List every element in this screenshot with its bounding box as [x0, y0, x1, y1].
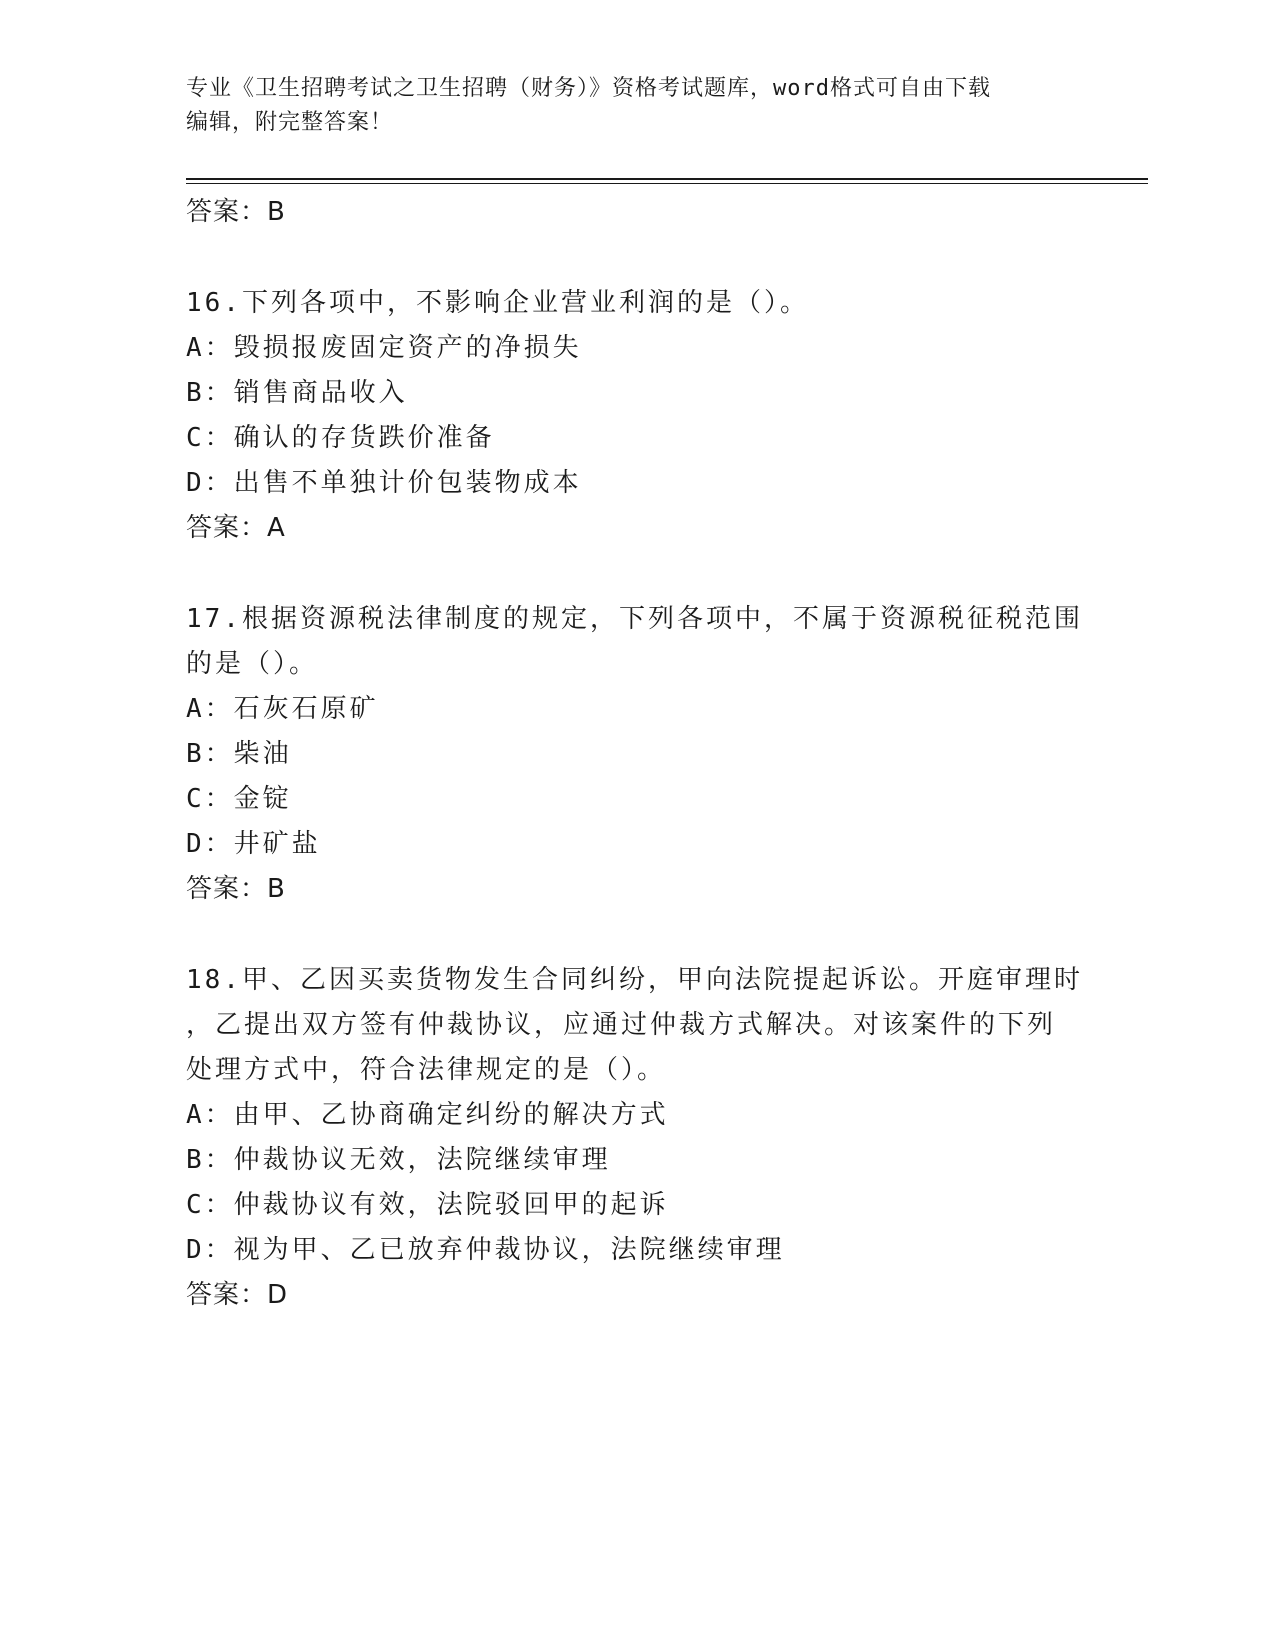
option-b: B：仲裁协议无效，法院继续审理	[186, 1145, 611, 1175]
option-b: B：销售商品收入	[186, 378, 408, 408]
previous-answer: 答案：B	[186, 197, 286, 227]
header-divider	[186, 178, 1148, 180]
header-line-2: 编辑，附完整答案！	[186, 110, 394, 135]
option-c: C：确认的存货跌价准备	[186, 423, 495, 453]
question-stem: 18.甲、乙因买卖货物发生合同纠纷，甲向法院提起诉讼。开庭审理时	[186, 965, 1083, 995]
option-a: A：由甲、乙协商确定纠纷的解决方式	[186, 1100, 669, 1130]
option-d: D：井矿盐	[186, 829, 321, 859]
question-17	[186, 597, 1106, 911]
spacer	[186, 911, 1106, 958]
option-a: A：毁损报废固定资产的净损失	[186, 333, 582, 363]
document-header	[186, 72, 1086, 140]
header-divider-thin	[186, 183, 1148, 184]
question-list	[186, 190, 1106, 1317]
option-d: D：出售不单独计价包装物成本	[186, 468, 582, 498]
header-line-1: 专业《卫生招聘考试之卫生招聘（财务）》资格考试题库，word格式可自由下载	[186, 76, 991, 101]
question-18	[186, 958, 1106, 1317]
answer: 答案：D	[186, 1280, 289, 1310]
option-c: C：金锭	[186, 784, 292, 814]
option-c: C：仲裁协议有效，法院驳回甲的起诉	[186, 1190, 669, 1220]
question-stem: 16.下列各项中，不影响企业营业利润的是（）。	[186, 288, 809, 318]
question-stem-continued: ，乙提出双方签有仲裁协议，应通过仲裁方式解决。对该案件的下列	[186, 1010, 1057, 1040]
spacer	[186, 234, 1106, 281]
question-16	[186, 281, 1106, 550]
option-b: B：柴油	[186, 739, 292, 769]
option-d: D：视为甲、乙已放弃仲裁协议，法院继续审理	[186, 1235, 785, 1265]
spacer	[186, 550, 1106, 597]
question-stem-continued: 处理方式中，符合法律规定的是（）。	[186, 1055, 667, 1085]
question-stem: 17.根据资源税法律制度的规定，下列各项中，不属于资源税征税范围	[186, 604, 1083, 634]
option-a: A：石灰石原矿	[186, 694, 379, 724]
question-stem-continued: 的是（）。	[186, 649, 319, 679]
answer: 答案：B	[186, 874, 286, 904]
answer: 答案：A	[186, 513, 286, 543]
